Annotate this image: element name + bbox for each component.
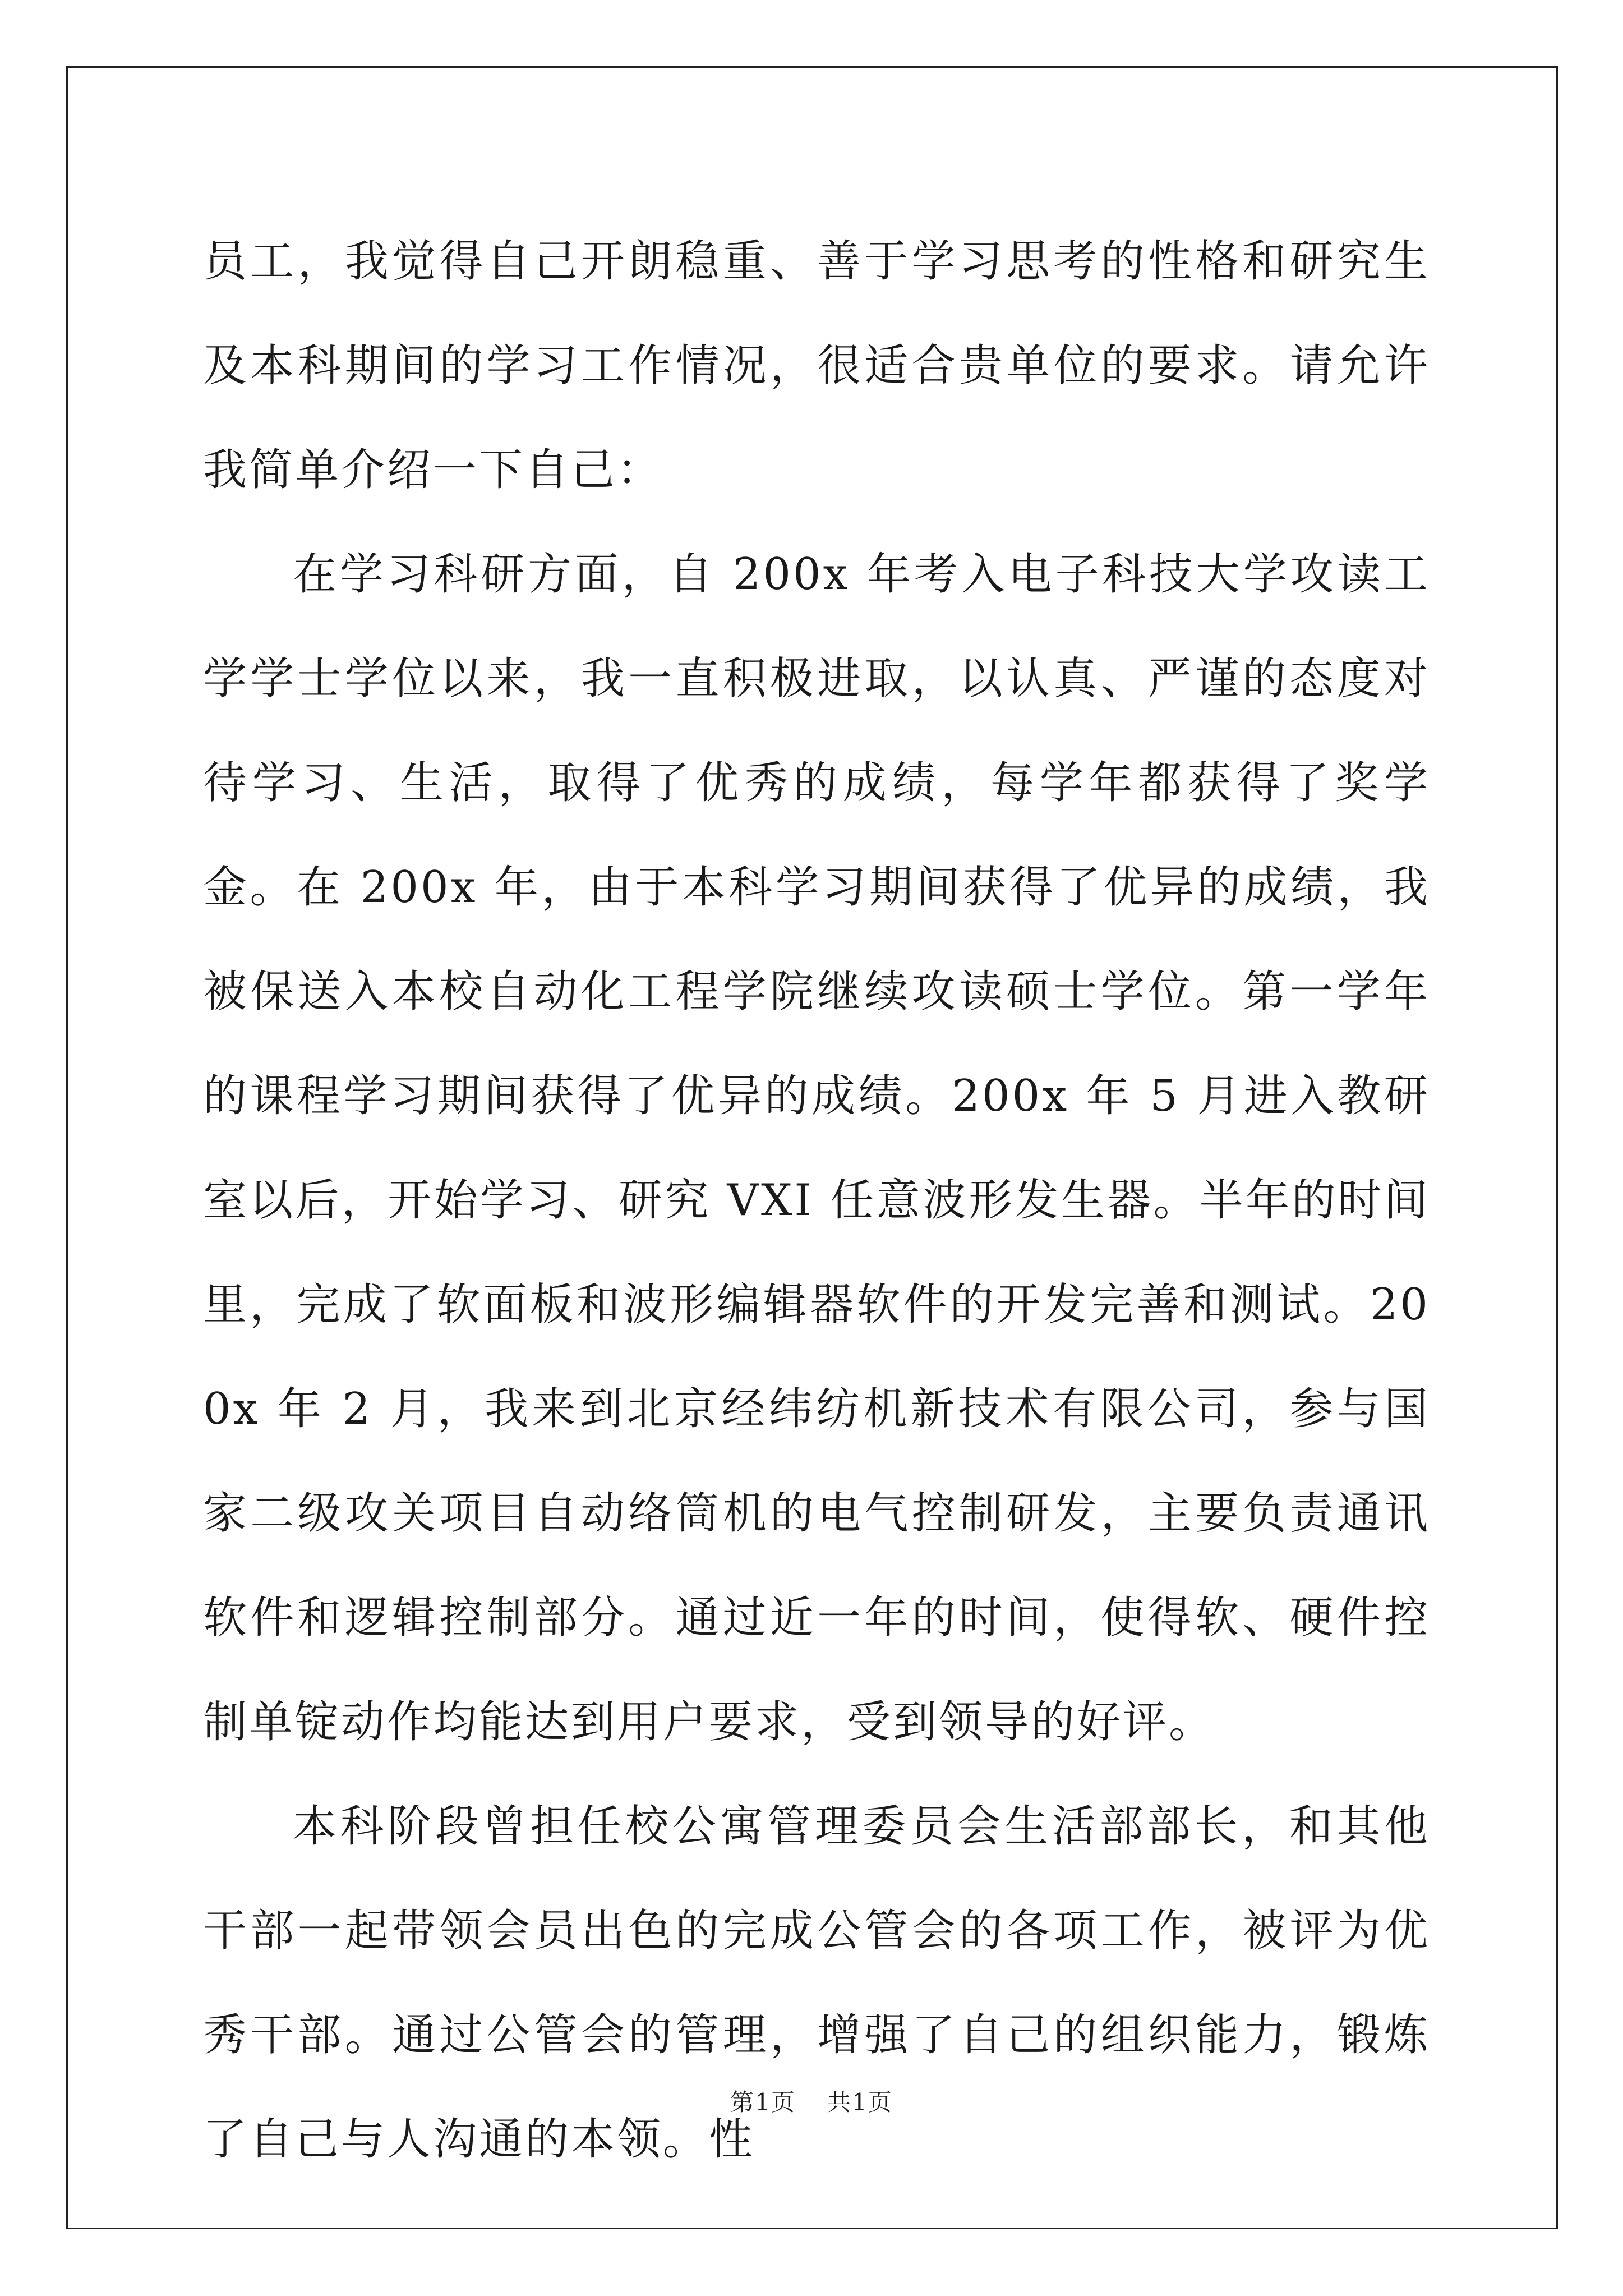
document-body <box>203 209 1430 2192</box>
page-number-current: 第1页 <box>730 2088 796 2116</box>
paragraph-leadership: 本科阶段曾担任校公寓管理委员会生活部部长，和其他干部一起带领会员出色的完成公管会的各项工作，被评为优秀干部。通过公管会的管理，增强了自己的组织能力，锻炼了自己与人沟通的本领。性 <box>203 1801 1430 2165</box>
paragraph-research: 在学习科研方面，自 200x 年考入电子科技大学攻读工学学士学位以来，我一直积极进取，以认真、严谨的态度对待学习、生活，取得了优秀的成绩，每学年都获得了奖学金。在 200x 年，由于本科学习期间获得了优异的成绩，我被保送入本校自动化工程学院继续攻读硕士学位。第一学年的课程学习期间获得了优异的成绩。200x 年 5 月进入教研室以后，开始学习、研究 VXI 任意波形发生器。半年的时间里，完成了软面板和波形编辑器软件的开发完善和测试。200x 年 2 月，我来到北京经纬纺机新技术有限公司，参与国家二级攻关项目自动络筒机的电气控制研发，主要负责通讯软件和逻辑控制部分。通过近一年的时间，使得软、硬件控制单锭动作均能达到用户要求，受到领导的好评。 <box>203 549 1430 1747</box>
page-footer <box>0 2086 1623 2119</box>
paragraph-intro: 员工，我觉得自己开朗稳重、善于学习思考的性格和研究生及本科期间的学习工作情况，很适合贵单位的要求。请允许我简单介绍一下自己： <box>203 236 1430 495</box>
page-number-total: 共1页 <box>827 2088 893 2116</box>
